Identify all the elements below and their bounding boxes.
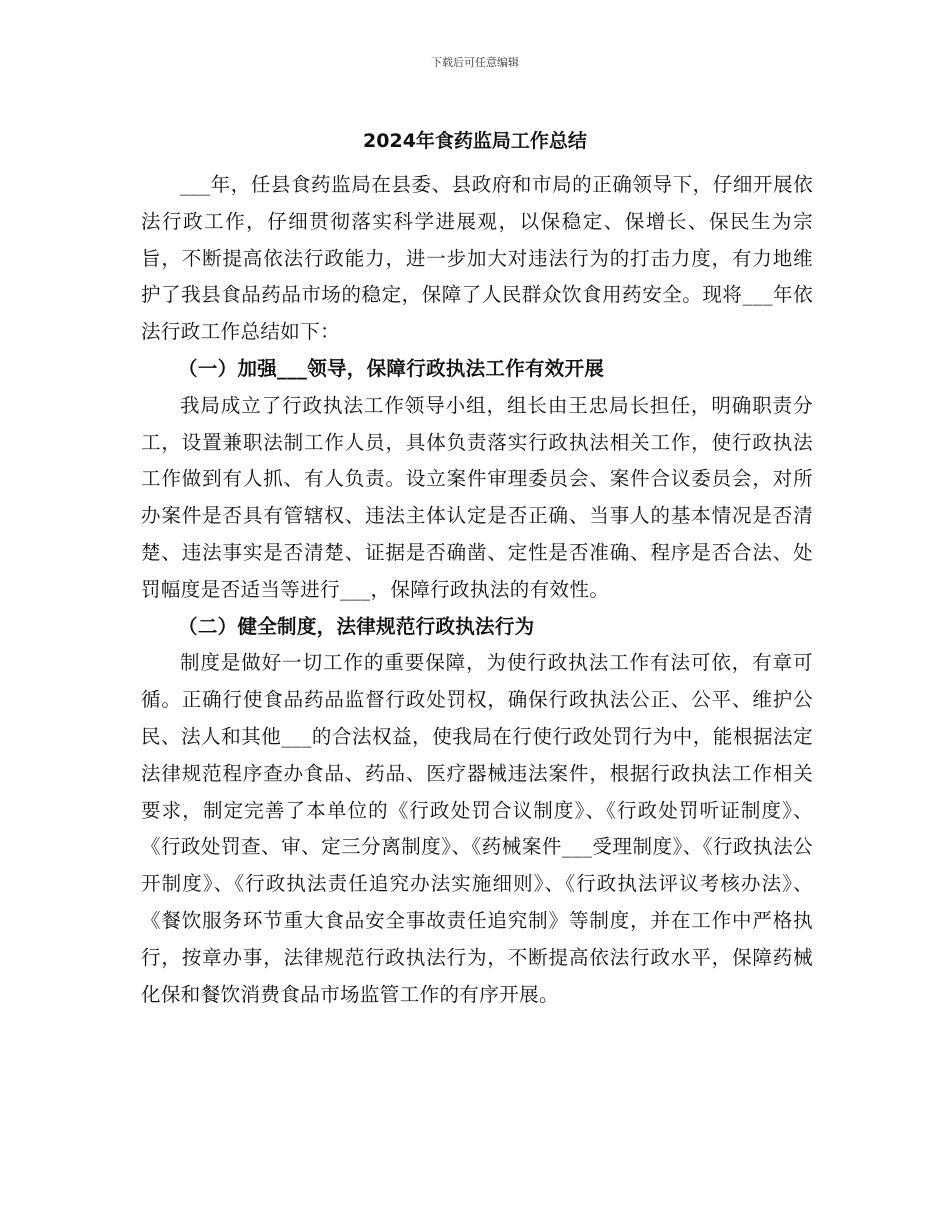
page-header: 下载后可任意编辑 (431, 56, 519, 69)
section-2-paragraph: 制度是做好一切工作的重要保障，为使行政执法工作有法可依，有章可循。正确行使食品药品监督行政处罚权，确保行政执法公正、公平、维护公民、法人和其他___的合法权益，使我局在行使行政处罚行为中，能根据法定法律规范程序查办食品、药品、医疗器械违法案件，根据行政执法工作相关要求，制定完善了本单位的《行政处罚合议制度》、《行政处罚听证制度》、《行政处罚查、审、定三分离制度》、《药械案件___受理制度》、《行政执法公开制度》、《行政执法责任追究办法实施细则》、《行政执法评议考核办法》、《餐饮服务环节重大食品安全事故责任追究制》等制度，并在工作中严格执行，按章办事，法律规范行政执法行为，不断提高依法行政水平，保障药械化保和餐饮消费食品市场监管工作的有序开展。 (141, 651, 813, 1006)
document-title: 2024年食药监局工作总结 (363, 130, 587, 152)
section-2-heading: （二）健全制度，法律规范行政执法行为 (178, 614, 535, 638)
intro-paragraph: ___年，任县食药监局在县委、县政府和市局的正确领导下，仔细开展依法行政工作，仔细贯彻落实科学进展观，以保稳定、保增长、保民生为宗旨，不断提高依法行政能力，进一步加大对违法行为的打击力度，有力地维护了我县食品药品市场的稳定，保障了人民群众饮食用药安全。现将___年依法行政工作总结如下： (141, 173, 813, 344)
section-1-heading: （一）加强___领导，保障行政执法工作有效开展 (178, 356, 605, 380)
section-1-paragraph: 我局成立了行政执法工作领导小组，组长由王忠局长担任，明确职责分工，设置兼职法制工作人员，具体负责落实行政执法相关工作，使行政执法工作做到有人抓、有人负责。设立案件审理委员会、案件合议委员会，对所办案件是否具有管辖权、违法主体认定是否正确、当事人的基本情况是否清楚、违法事实是否清楚、证据是否确凿、定性是否准确、程序是否合法、处罚幅度是否适当等进行___，保障行政执法的有效性。 (141, 393, 813, 601)
document-body (141, 167, 813, 1013)
